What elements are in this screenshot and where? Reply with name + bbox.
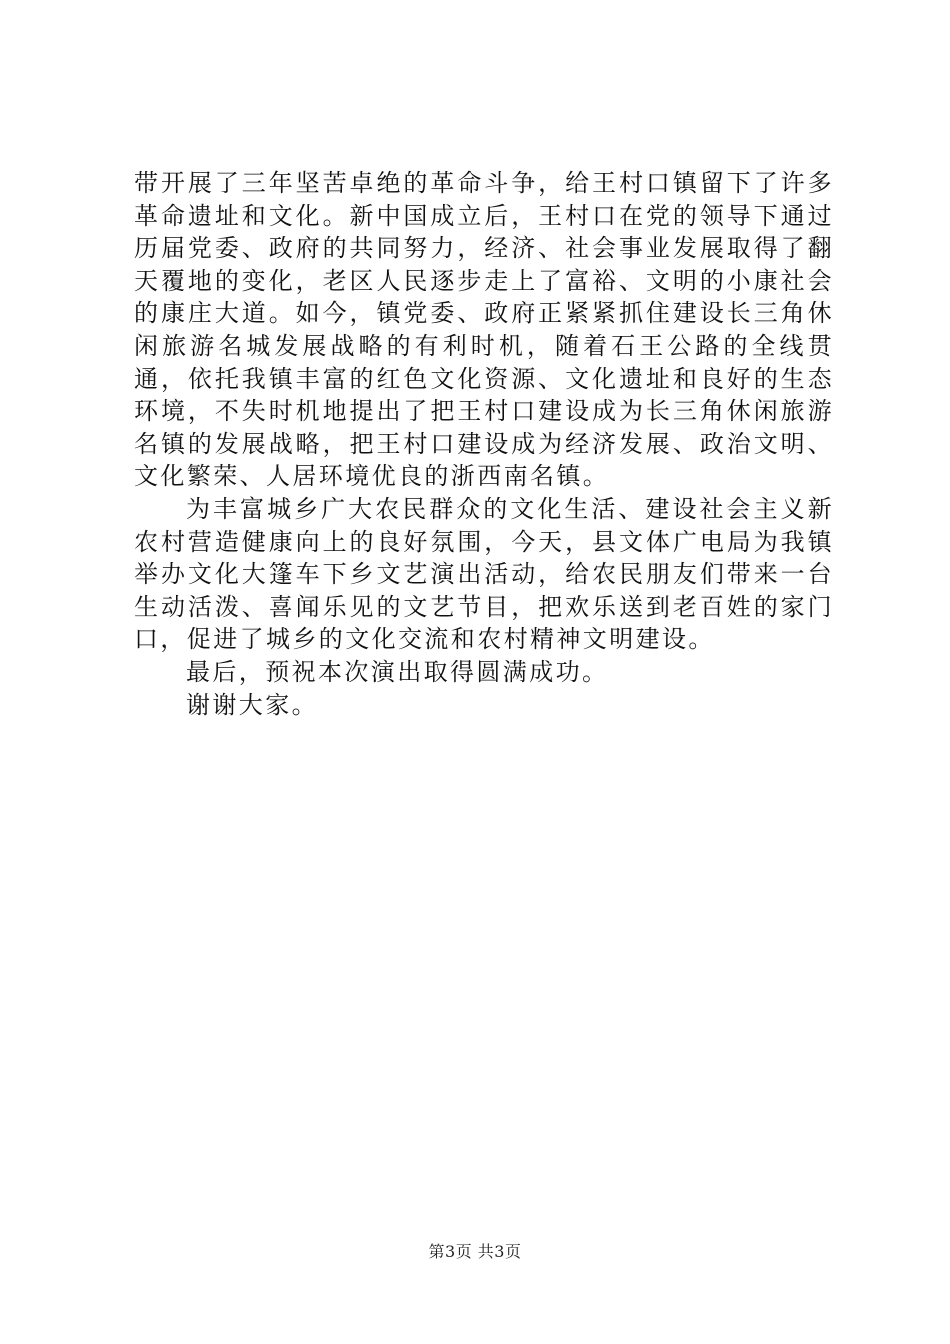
paragraph-wishes: 最后，预祝本次演出取得圆满成功。 — [186, 657, 609, 686]
page-number-footer: 第3页 共3页 — [428, 1242, 522, 1261]
paragraph-event: 为丰富城乡广大农民群众的文化生活、建设社会主义新农村营造健康向上的良好氛围，今天，县文体广电局为我镇举办文化大篷车下乡文艺演出活动，给农民朋友们带来一台生动活泼、喜闻乐见的文艺节目，把欢乐送到老百姓的家门口，促进了城乡的文化交流和农村精神文明建设。 — [134, 494, 834, 654]
paragraph-continued: 带开展了三年坚苦卓绝的革命斗争，给王村口镇留下了许多革命遗址和文化。新中国成立后，王村口在党的领导下通过历届党委、政府的共同努力，经济、社会事业发展取得了翻天覆地的变化，老区人民逐步走上了富裕、文明的小康社会的康庄大道。如今，镇党委、政府正紧紧抓住建设长三角休闲旅游名城发展战略的有利时机，随着石王公路的全线贯通，依托我镇丰富的红色文化资源、文化遗址和良好的生态环境，不失时机地提出了把王村口建设成为长三角休闲旅游名镇的发展战略，把王村口建设成为经济发展、政治文明、文化繁荣、人居环境优良的浙西南名镇。 — [134, 169, 834, 491]
paragraph-thanks: 谢谢大家。 — [186, 690, 318, 719]
document-body — [134, 167, 834, 721]
